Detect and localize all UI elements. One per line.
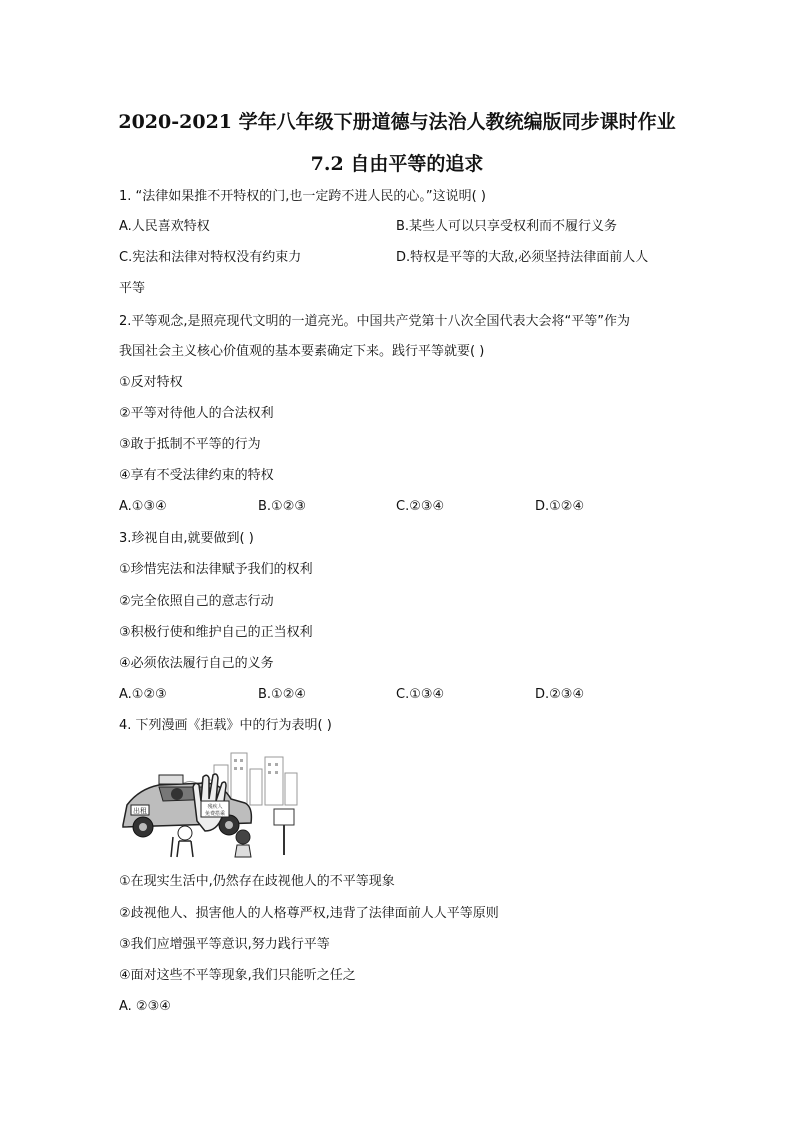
q4-option-a: A. ②③④	[119, 999, 171, 1014]
q1-option-d: D.特权是平等的大敌,必须坚持法律面前人人	[396, 250, 649, 265]
q2-statement-1: ①反对特权	[119, 375, 183, 390]
q4-statement-3: ③我们应增强平等意识,努力践行平等	[119, 937, 330, 952]
q4-statement-1: ①在现实生活中,仍然存在歧视他人的不平等现象	[119, 874, 395, 889]
q3-option-b: B.①②④	[258, 687, 307, 702]
q1-option-b: B.某些人可以只享受权利而不履行义务	[396, 219, 618, 234]
q4-statement-2: ②歧视他人、损害他人的人格尊严权,违背了法律面前人人平等原则	[119, 906, 499, 921]
q1-option-c: C.宪法和法律对特权没有约束力	[119, 250, 302, 265]
q2-option-c: C.②③④	[396, 499, 445, 514]
q1-stem: 1. “法律如果推不开特权的门,也一定跨不进人民的心。”这说明( )	[119, 189, 486, 204]
q3-option-a: A.①②③	[119, 687, 167, 702]
q2-option-b: B.①②③	[258, 499, 307, 514]
q2-option-d: D.①②④	[535, 499, 585, 514]
taxi-sign-text: 出租	[133, 807, 147, 815]
q2-stem-line2: 我国社会主义核心价值观的基本要素确定下来。践行平等就要( )	[119, 344, 485, 359]
q1-option-d-continued: 平等	[119, 281, 146, 296]
q2-statement-3: ③敢于抵制不平等的行为	[119, 437, 261, 452]
q3-option-c: C.①③④	[396, 687, 445, 702]
q2-statement-2: ②平等对待他人的合法权利	[119, 406, 274, 421]
q3-statement-1: ①珍惜宪法和法律赋予我们的权利	[119, 562, 313, 577]
document-subtitle: 7.2 自由平等的追求	[310, 153, 484, 175]
q3-option-d: D.②③④	[535, 687, 585, 702]
q1-option-a: A.人民喜欢特权	[119, 219, 210, 234]
q3-statement-3: ③积极行使和维护自己的正当权利	[119, 625, 313, 640]
q2-stem-line1: 2.平等观念,是照亮现代文明的一道亮光。中国共产党第十八次全国代表大会将“平等”作为	[119, 314, 631, 329]
svg-text:残疾人: 残疾人	[207, 804, 223, 810]
q2-statement-4: ④享有不受法律约束的特权	[119, 468, 274, 483]
refusal-comic-image	[119, 747, 299, 859]
q2-option-a: A.①③④	[119, 499, 167, 514]
document-title: 2020-2021 学年八年级下册道德与法治人教统编版同步课时作业	[118, 111, 676, 133]
q3-stem: 3.珍视自由,就要做到( )	[119, 531, 254, 546]
q4-statement-4: ④面对这些不平等现象,我们只能听之任之	[119, 968, 356, 983]
q3-statement-2: ②完全依照自己的意志行动	[119, 594, 274, 609]
q3-statement-4: ④必须依法履行自己的义务	[119, 656, 274, 671]
svg-text:免费搭乘: 免费搭乘	[204, 811, 226, 817]
q4-stem: 4. 下列漫画《拒载》中的行为表明( )	[119, 718, 332, 733]
